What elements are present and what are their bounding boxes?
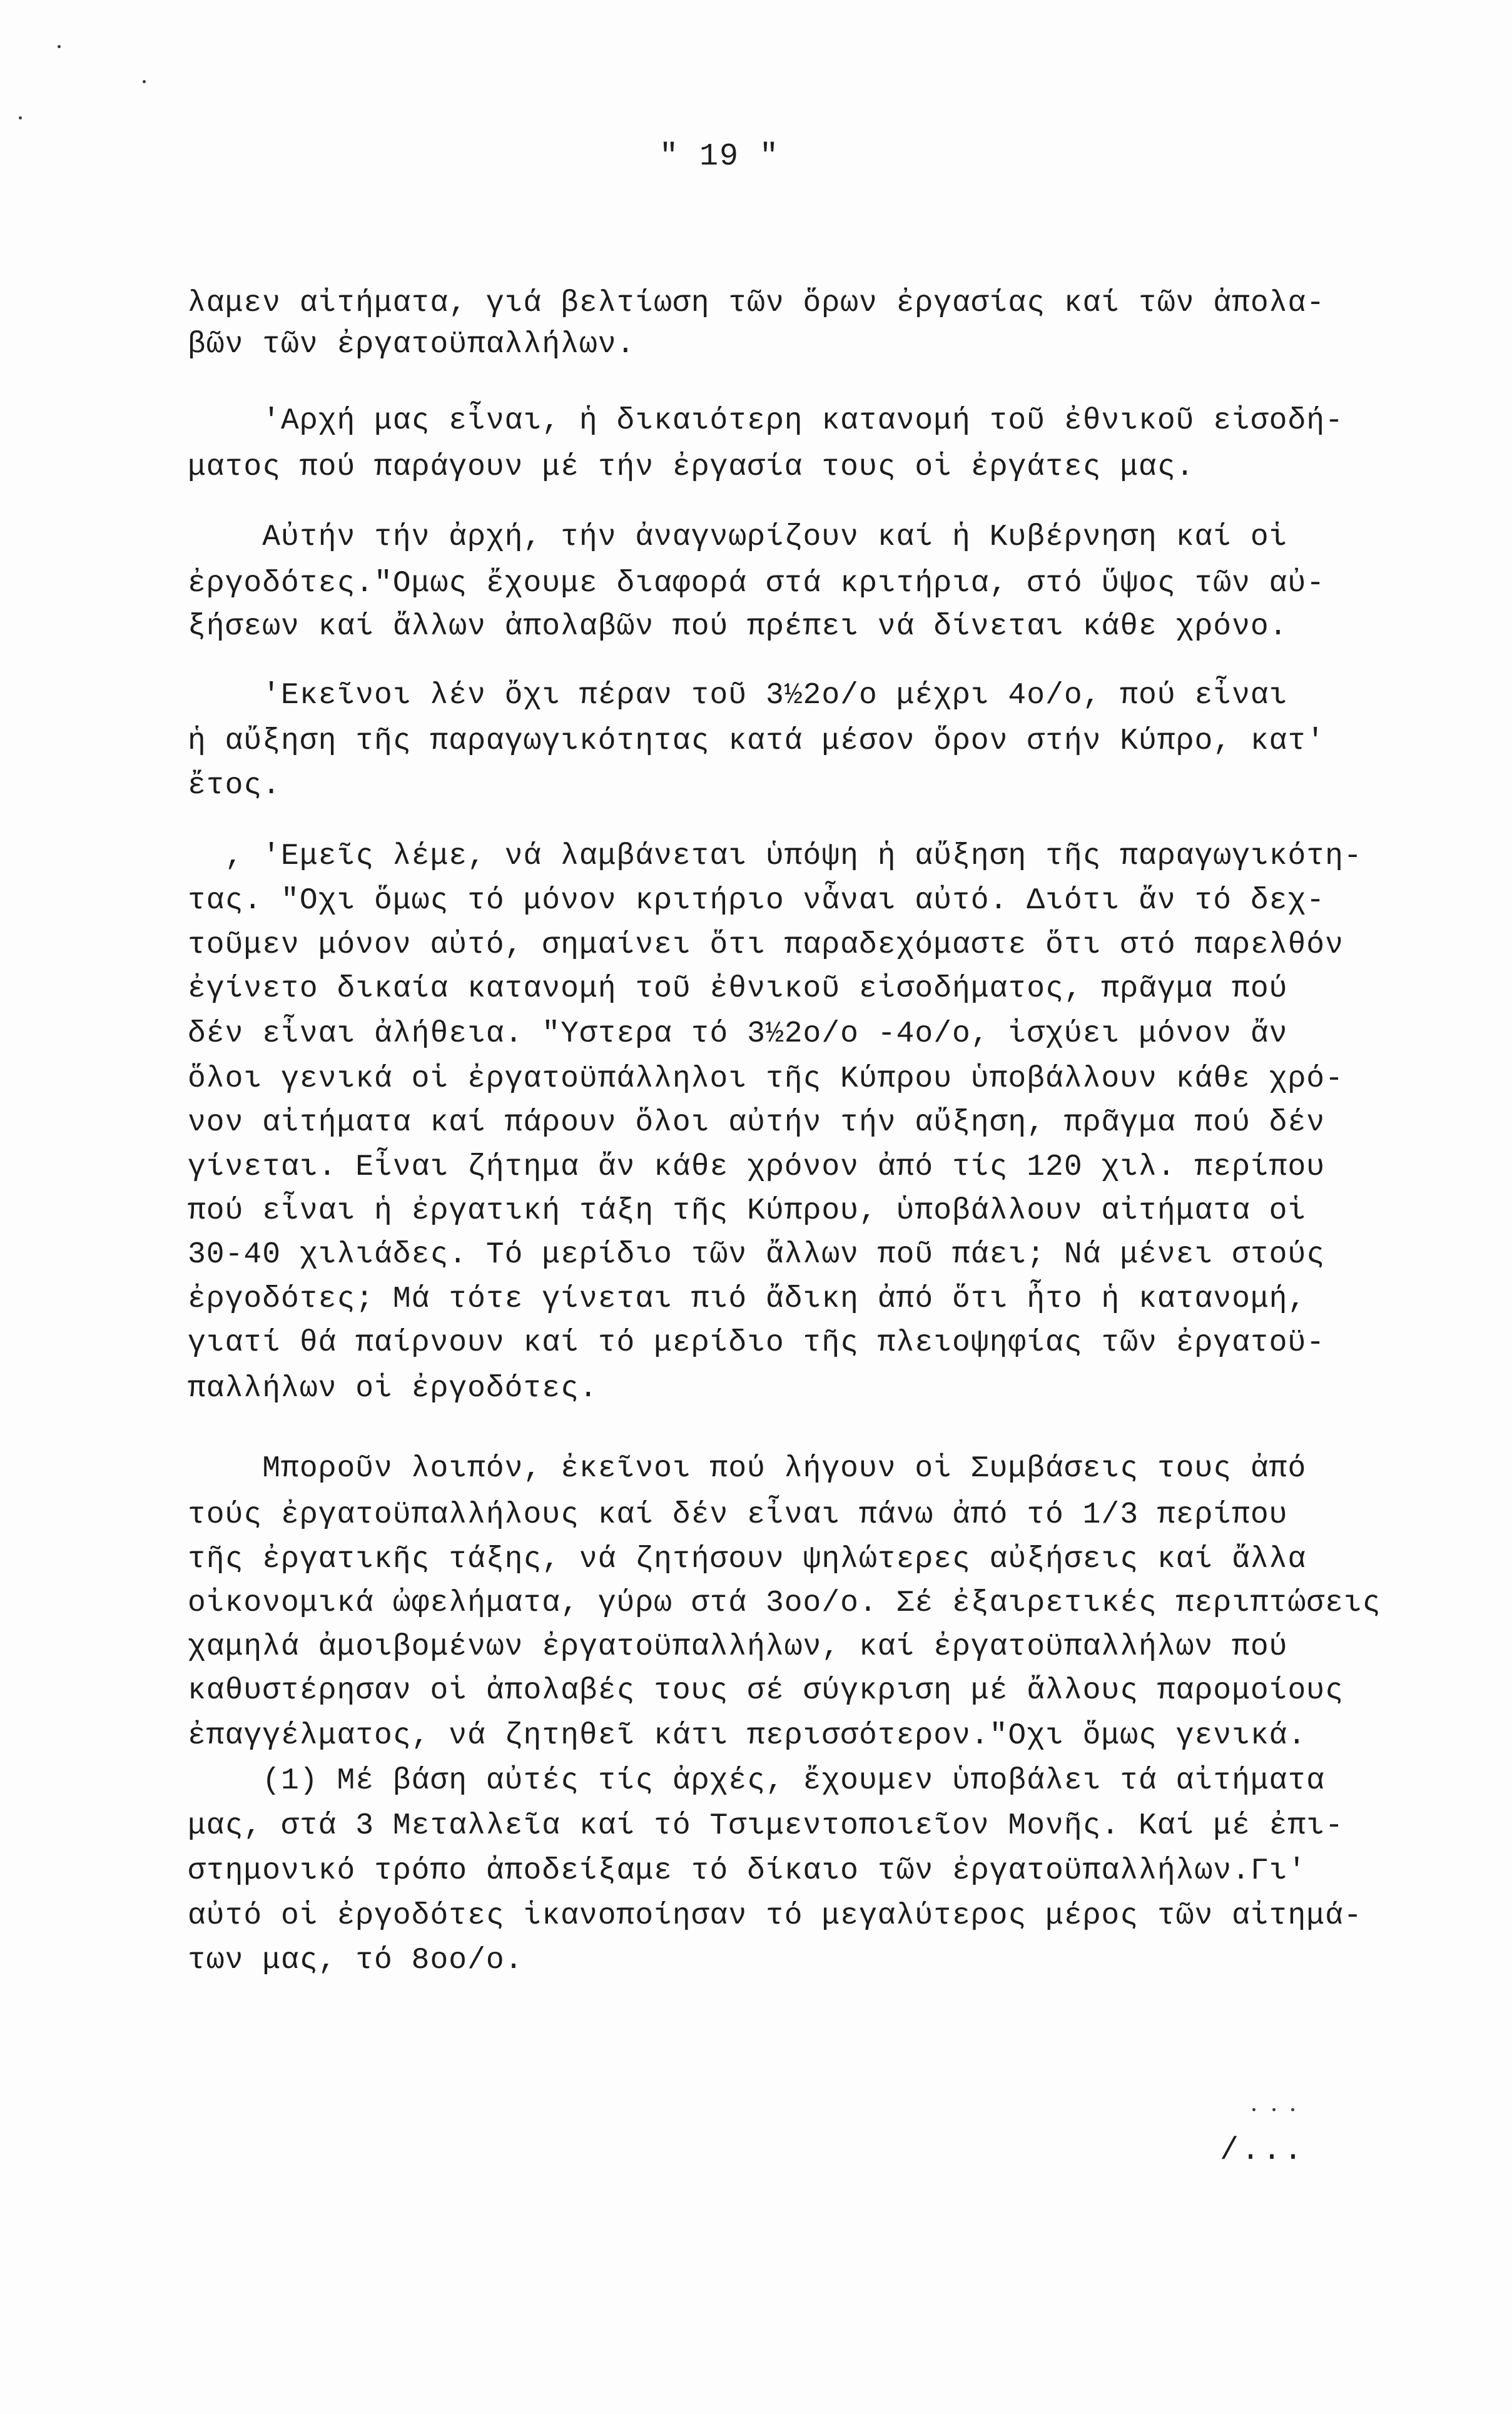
scan-speck — [1272, 2108, 1276, 2111]
text-line: στημονικό τρόπο ἀποδείξαμε τό δίκαιο τῶν ἐργατοϋπαλλήλων.Γι' — [188, 1854, 1307, 1888]
text-line: ξήσεων καί ἄλλων ἀπολαβῶν πού πρέπει νά δίνεται κάθε χρόνο. — [188, 610, 1288, 644]
scan-speck — [143, 80, 146, 83]
text-line: βῶν τῶν ἐργατοϋπαλλήλων. — [188, 328, 636, 362]
text-line: πού εἶναι ἡ ἐργατική τάξη τῆς Κύπρου, ὑποβάλλουν αἰτήματα οἱ — [188, 1194, 1307, 1228]
text-line: τοῦμεν μόνον αὐτό, σημαίνει ὅτι παραδεχόμαστε ὅτι στό παρελθόν — [188, 928, 1344, 962]
text-line: ἐγίνετο δικαία κατανομή τοῦ ἐθνικοῦ εἰσοδήματος, πρᾶγμα πού — [188, 972, 1288, 1006]
text-line: δέν εἶναι ἀλήθεια. "Υστερα τό 3½2ο/ο -4ο/ο, ἰσχύει μόνον ἄν — [188, 1017, 1288, 1051]
text-line: (1) Μέ βάση αὐτές τίς ἀρχές, ἔχουμεν ὑποβάλει τά αἰτήματα — [188, 1764, 1326, 1798]
text-line: ἐπαγγέλματος, νά ζητηθεῖ κάτι περισσότερον."Οχι ὅμως γενικά. — [188, 1719, 1307, 1753]
text-line: ἐργοδότες."Ομως ἔχουμε διαφορά στά κριτήρια, στό ὕψος τῶν αὐ- — [188, 567, 1326, 601]
text-line: ὅλοι γενικά οἱ ἐργατοϋπάλληλοι τῆς Κύπρου ὑποβάλλουν κάθε χρό- — [188, 1062, 1344, 1096]
text-line: , 'Εμεῖς λέμε, νά λαμβάνεται ὑπόψη ἡ αὔξηση τῆς παραγωγικότη- — [188, 839, 1362, 873]
text-line: 30-40 χιλιάδες. Τό μερίδιο τῶν ἄλλων ποῦ πάει; Νά μένει στούς — [188, 1238, 1326, 1272]
text-line: τῆς ἐργατικῆς τάξης, νά ζητήσουν ψηλώτερες αὐξήσεις καί ἄλλα — [188, 1543, 1307, 1576]
text-line: ματος πού παράγουν μέ τήν ἐργασία τους οἱ ἐργάτες μας. — [188, 450, 1195, 484]
text-line: λαμεν αἰτήματα, γιά βελτίωση τῶν ὅρων ἐργασίας καί τῶν ἀπολα- — [188, 287, 1326, 320]
text-line: τας. "Οχι ὅμως τό μόνον κριτήριο νἆναι αὐτό. Διότι ἄν τό δεχ- — [188, 884, 1326, 918]
scan-speck — [19, 116, 22, 119]
text-line: γιατί θά παίρνουν καί τό μερίδιο τῆς πλειοψηφίας τῶν ἐργατοϋ- — [188, 1326, 1326, 1360]
text-line: οἰκονομικά ὠφελήματα, γύρω στά 3οο/ο. Σέ ἐξαιρετικές περιπτώσεις — [188, 1586, 1381, 1620]
text-line: των μας, τό 8οο/ο. — [188, 1944, 524, 1977]
text-line: μας, στά 3 Μεταλλεῖα καί τό Τσιμεντοποιεῖον Μονῆς. Καί μέ ἐπι- — [188, 1809, 1344, 1843]
continuation-mark: /... — [1220, 2133, 1306, 2169]
text-line: Μποροῦν λοιπόν, ἐκεῖνοι πού λήγουν οἱ Συμβάσεις τους ἀπό — [188, 1452, 1307, 1486]
text-line: καθυστέρησαν οἱ ἀπολαβές τους σέ σύγκριση μέ ἄλλους παρομοίους — [188, 1674, 1344, 1708]
text-line: γίνεται. Εἶναι ζήτημα ἄν κάθε χρόνον ἀπό τίς 120 χιλ. περίπου — [188, 1150, 1326, 1184]
text-line: 'Εκεῖνοι λέν ὄχι πέραν τοῦ 3½2ο/ο μέχρι 4ο/ο, πού εἶναι — [188, 679, 1288, 713]
page-number: " 19 " — [659, 139, 780, 175]
text-line: ἡ αὔξηση τῆς παραγωγικότητας κατά μέσον ὅρον στήν Κύπρο, κατ' — [188, 724, 1326, 758]
text-line: αὐτό οἱ ἐργοδότες ἱκανοποίησαν τό μεγαλύτερος μέρος τῶν αἰτημά- — [188, 1899, 1362, 1933]
text-line: χαμηλά ἀμοιβομένων ἐργατοϋπαλλήλων, καί ἐργατοϋπαλλήλων πού — [188, 1630, 1288, 1664]
text-line: τούς ἐργατοϋπαλλήλους καί δέν εἶναι πάνω ἀπό τό 1/3 περίπου — [188, 1498, 1288, 1532]
scan-speck — [1291, 2108, 1294, 2111]
scan-speck — [1252, 2108, 1256, 2111]
text-line: ἐργοδότες; Μά τότε γίνεται πιό ἄδικη ἀπό ὅτι ἦτο ἡ κατανομή, — [188, 1282, 1307, 1316]
text-line: 'Αρχή μας εἶναι, ἡ δικαιότερη κατανομή τοῦ ἐθνικοῦ εἰσοδή- — [188, 404, 1344, 438]
scan-speck — [58, 45, 61, 48]
text-line: νον αἰτήματα καί πάρουν ὅλοι αὐτήν τήν αὔξηση, πρᾶγμα πού δέν — [188, 1106, 1326, 1140]
text-line: παλλήλων οἱ ἐργοδότες. — [188, 1372, 598, 1406]
text-line: Αὐτήν τήν ἀρχή, τήν ἀναγνωρίζουν καί ἡ Κυβέρνηση καί οἱ — [188, 520, 1288, 554]
text-line: ἔτος. — [188, 769, 282, 803]
